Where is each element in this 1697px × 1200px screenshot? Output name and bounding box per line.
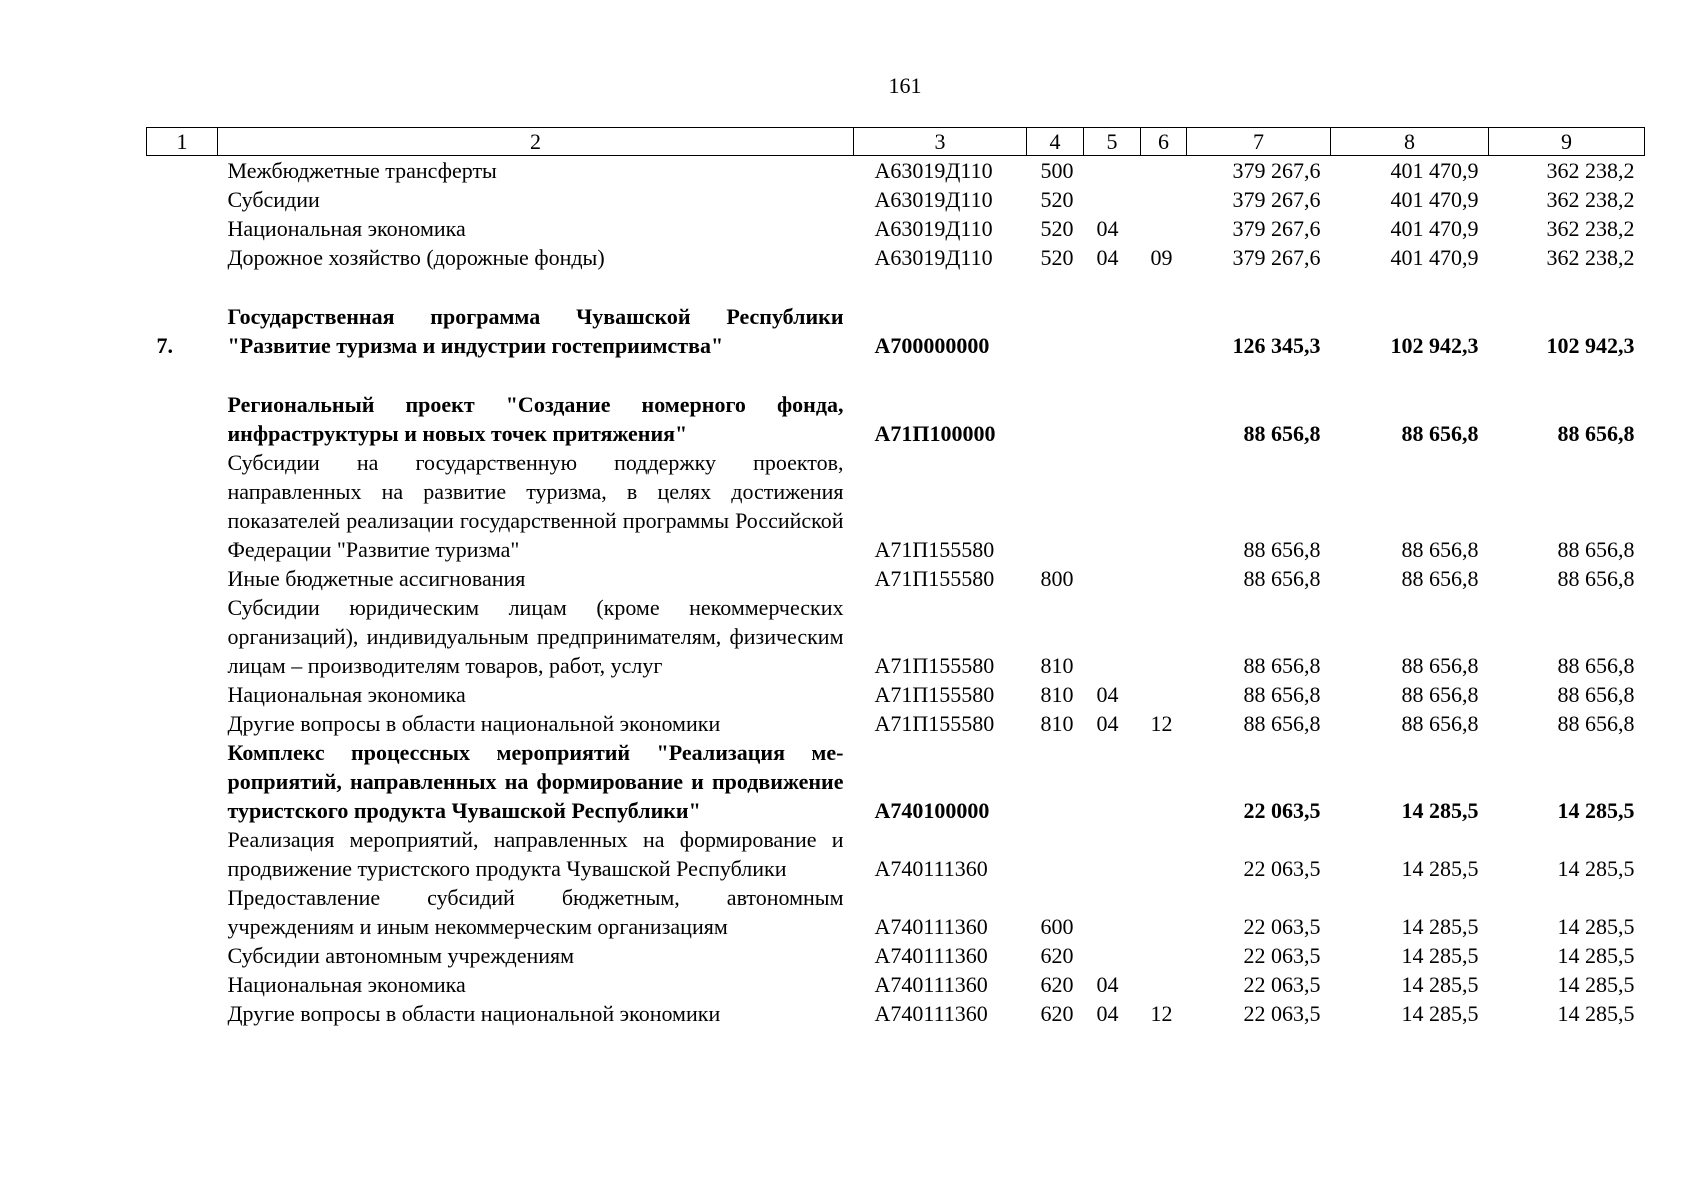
amount-col-8: 401 470,9 — [1390, 245, 1479, 270]
table-row — [147, 156, 1645, 186]
header-row — [147, 128, 1645, 156]
section-code — [1084, 941, 1141, 970]
expense-type-code — [1027, 390, 1084, 448]
amount-col-9: 14 285,5 — [1557, 914, 1635, 939]
target-code: А71П155580 — [874, 566, 995, 591]
table-row — [147, 680, 1645, 709]
column-header-8: 8 — [1331, 128, 1489, 156]
amount-col-8: 14 285,5 — [1401, 1001, 1479, 1026]
row-number — [147, 156, 218, 186]
expense-type-code: 810 — [1040, 653, 1074, 678]
section-code — [1084, 564, 1141, 593]
section-code: 04 — [1096, 216, 1119, 241]
row-name: Региональный проект "Создание номерного фонда, инфраструктуры и новых точек притяжения" — [227, 392, 844, 446]
expense-type-code: 810 — [1040, 711, 1074, 736]
expense-type-code: 600 — [1040, 914, 1074, 939]
amount-col-7: 22 063,5 — [1243, 856, 1321, 881]
row-number — [147, 214, 218, 243]
table-row — [147, 448, 1645, 564]
row-number — [147, 709, 218, 738]
amount-col-8: 14 285,5 — [1401, 972, 1479, 997]
section-code: 04 — [1096, 1001, 1119, 1026]
target-code: А71П100000 — [874, 421, 996, 446]
row-number — [147, 999, 218, 1028]
section-code: 04 — [1096, 682, 1119, 707]
amount-col-8: 401 470,9 — [1390, 187, 1479, 212]
column-header-2: 2 — [218, 128, 854, 156]
amount-col-9: 362 238,2 — [1546, 187, 1635, 212]
amount-col-8: 88 656,8 — [1401, 653, 1479, 678]
section-code — [1084, 593, 1141, 680]
amount-col-7: 379 267,6 — [1232, 216, 1321, 241]
amount-col-7: 22 063,5 — [1243, 972, 1321, 997]
amount-col-8: 401 470,9 — [1390, 216, 1479, 241]
amount-col-9: 14 285,5 — [1557, 1001, 1635, 1026]
expense-type-code: 520 — [1040, 245, 1074, 270]
amount-col-7: 379 267,6 — [1232, 158, 1321, 183]
amount-col-8: 88 656,8 — [1401, 421, 1479, 446]
section-code — [1084, 302, 1141, 360]
table-row — [147, 243, 1645, 272]
subsection-code — [1141, 214, 1187, 243]
spacer-cell — [147, 360, 1645, 390]
row-name: Субсидии — [227, 187, 320, 212]
section-code — [1084, 390, 1141, 448]
amount-col-9: 362 238,2 — [1546, 216, 1635, 241]
section-code — [1084, 738, 1141, 825]
subsection-code — [1141, 185, 1187, 214]
target-code: А740111360 — [874, 1001, 988, 1026]
row-name: Предоставление субсидий бюджетным, автономным учреждениям и иным некоммерческим организациям — [227, 885, 844, 939]
table-row — [147, 302, 1645, 360]
column-header-5: 5 — [1084, 128, 1141, 156]
amount-col-7: 88 656,8 — [1243, 537, 1321, 562]
row-number — [147, 825, 218, 883]
subsection-code — [1141, 970, 1187, 999]
subsection-code — [1141, 448, 1187, 564]
amount-col-7: 88 656,8 — [1243, 653, 1321, 678]
expense-type-code: 800 — [1040, 566, 1074, 591]
row-name: Реализация мероприятий, направленных на формирование и продвижение туристского продукта Чувашской Республики — [227, 827, 844, 881]
amount-col-9: 14 285,5 — [1557, 798, 1635, 823]
column-header-4: 4 — [1027, 128, 1084, 156]
amount-col-8: 14 285,5 — [1401, 943, 1479, 968]
row-number — [147, 593, 218, 680]
row-name: Субсидии автономным учреждениям — [227, 943, 575, 968]
row-name: Субсидии на государственную поддержку проектов, направленных на развитие туризма, в целях достижения показателей реализации государственной программы Российской Федерации "Развитие туризма" — [227, 450, 844, 562]
amount-col-7: 379 267,6 — [1232, 187, 1321, 212]
subsection-code — [1141, 302, 1187, 360]
amount-col-7: 88 656,8 — [1243, 682, 1321, 707]
expense-type-code: 620 — [1040, 1001, 1074, 1026]
amount-col-8: 401 470,9 — [1390, 158, 1479, 183]
amount-col-8: 14 285,5 — [1401, 798, 1479, 823]
row-name: Государственная программа Чувашской Республики "Развитие туризма и индустрии гостеприимства" — [227, 304, 844, 358]
amount-col-9: 88 656,8 — [1557, 566, 1635, 591]
expense-type-code: 620 — [1040, 972, 1074, 997]
table-row — [147, 185, 1645, 214]
target-code: А71П155580 — [874, 682, 995, 707]
section-code — [1084, 448, 1141, 564]
row-number — [147, 883, 218, 941]
table-row — [147, 214, 1645, 243]
amount-col-8: 88 656,8 — [1401, 682, 1479, 707]
subsection-code — [1141, 564, 1187, 593]
row-number — [147, 970, 218, 999]
subsection-code: 09 — [1150, 245, 1173, 270]
column-header-9: 9 — [1489, 128, 1645, 156]
expense-type-code — [1027, 738, 1084, 825]
table-row — [147, 970, 1645, 999]
section-code: 04 — [1096, 245, 1119, 270]
expense-type-code: 620 — [1040, 943, 1074, 968]
target-code: А740100000 — [874, 798, 990, 823]
row-name: Иные бюджетные ассигнования — [227, 566, 526, 591]
amount-col-9: 14 285,5 — [1557, 856, 1635, 881]
table-row — [147, 825, 1645, 883]
row-name: Дорожное хозяйство (дорожные фонды) — [227, 245, 605, 270]
column-header-7: 7 — [1187, 128, 1331, 156]
row-name: Комплекс процессных мероприятий "Реализация мероприятий, направленных на формирование и продвижение туристского продукта Чувашской Республики" — [227, 740, 844, 823]
target-code: А71П155580 — [874, 711, 995, 736]
amount-col-8: 88 656,8 — [1401, 537, 1479, 562]
section-code — [1084, 156, 1141, 186]
section-code — [1084, 185, 1141, 214]
subsection-code: 12 — [1150, 711, 1173, 736]
target-code: А740111360 — [874, 972, 988, 997]
row-number — [147, 185, 218, 214]
amount-col-7: 22 063,5 — [1243, 914, 1321, 939]
amount-col-7: 379 267,6 — [1232, 245, 1321, 270]
target-code: А63019Д110 — [874, 216, 993, 241]
amount-col-7: 22 063,5 — [1243, 1001, 1321, 1026]
row-number — [147, 941, 218, 970]
target-code: А740111360 — [874, 856, 988, 881]
expense-type-code: 500 — [1040, 158, 1074, 183]
table-row — [147, 390, 1645, 448]
table-row — [147, 564, 1645, 593]
budget-table — [146, 127, 1645, 1028]
section-code — [1084, 883, 1141, 941]
subsection-code — [1141, 883, 1187, 941]
amount-col-7: 126 345,3 — [1232, 333, 1321, 358]
subsection-code — [1141, 156, 1187, 186]
amount-col-9: 362 238,2 — [1546, 245, 1635, 270]
amount-col-8: 14 285,5 — [1401, 914, 1479, 939]
column-header-1: 1 — [147, 128, 218, 156]
expense-type-code — [1027, 825, 1084, 883]
table-body — [147, 156, 1645, 1029]
amount-col-9: 88 656,8 — [1557, 653, 1635, 678]
row-number — [147, 448, 218, 564]
row-number — [147, 243, 218, 272]
subsection-code — [1141, 593, 1187, 680]
subsection-code — [1141, 941, 1187, 970]
expense-type-code: 520 — [1040, 216, 1074, 241]
target-code: А63019Д110 — [874, 245, 993, 270]
row-number — [147, 680, 218, 709]
amount-col-9: 88 656,8 — [1557, 711, 1635, 736]
subsection-code — [1141, 825, 1187, 883]
amount-col-8: 88 656,8 — [1401, 566, 1479, 591]
row-name: Национальная экономика — [227, 682, 466, 707]
subsection-code — [1141, 390, 1187, 448]
table-row — [147, 738, 1645, 825]
amount-col-9: 14 285,5 — [1557, 972, 1635, 997]
target-code: А71П155580 — [874, 653, 995, 678]
row-number: 7. — [156, 333, 173, 358]
row-name: Национальная экономика — [227, 216, 466, 241]
table-row — [147, 883, 1645, 941]
amount-col-9: 88 656,8 — [1557, 537, 1635, 562]
expense-type-code: 520 — [1040, 187, 1074, 212]
amount-col-9: 88 656,8 — [1557, 421, 1635, 446]
row-name: Национальная экономика — [227, 972, 466, 997]
amount-col-9: 102 942,3 — [1546, 333, 1635, 358]
subsection-code — [1141, 738, 1187, 825]
row-name: Другие вопросы в области национальной экономики — [227, 711, 721, 736]
row-number — [147, 738, 218, 825]
target-code: А63019Д110 — [874, 187, 993, 212]
amount-col-7: 88 656,8 — [1243, 421, 1321, 446]
target-code: А63019Д110 — [874, 158, 993, 183]
section-code: 04 — [1096, 711, 1119, 736]
amount-col-8: 102 942,3 — [1390, 333, 1479, 358]
table-row — [147, 709, 1645, 738]
spacer-cell — [147, 272, 1645, 302]
amount-col-8: 14 285,5 — [1401, 856, 1479, 881]
subsection-code — [1141, 680, 1187, 709]
target-code: А740111360 — [874, 914, 988, 939]
amount-col-7: 22 063,5 — [1243, 798, 1321, 823]
section-code: 04 — [1096, 972, 1119, 997]
target-code: А700000000 — [874, 333, 990, 358]
spacer-row — [147, 360, 1645, 390]
column-header-6: 6 — [1141, 128, 1187, 156]
row-name: Субсидии юридическим лицам (кроме некоммерческих организаций), индивидуальным предпринимателям, физическим лицам – производителям товаров, работ, услуг — [227, 595, 844, 678]
target-code: А740111360 — [874, 943, 988, 968]
table-row — [147, 941, 1645, 970]
table-row — [147, 999, 1645, 1028]
amount-col-9: 362 238,2 — [1546, 158, 1635, 183]
expense-type-code — [1027, 448, 1084, 564]
page-number: 161 — [888, 73, 922, 98]
subsection-code: 12 — [1150, 1001, 1173, 1026]
row-number — [147, 564, 218, 593]
section-code — [1084, 825, 1141, 883]
spacer-row — [147, 272, 1645, 302]
table-row — [147, 593, 1645, 680]
target-code: А71П155580 — [874, 537, 995, 562]
amount-col-9: 88 656,8 — [1557, 682, 1635, 707]
row-name: Другие вопросы в области национальной экономики — [227, 1001, 721, 1026]
amount-col-7: 88 656,8 — [1243, 711, 1321, 736]
row-name: Межбюджетные трансферты — [227, 158, 497, 183]
budget-table-container — [146, 127, 1644, 1028]
amount-col-7: 22 063,5 — [1243, 943, 1321, 968]
row-number — [147, 390, 218, 448]
column-header-3: 3 — [854, 128, 1027, 156]
amount-col-9: 14 285,5 — [1557, 943, 1635, 968]
expense-type-code — [1027, 302, 1084, 360]
expense-type-code: 810 — [1040, 682, 1074, 707]
amount-col-7: 88 656,8 — [1243, 566, 1321, 591]
amount-col-8: 88 656,8 — [1401, 711, 1479, 736]
